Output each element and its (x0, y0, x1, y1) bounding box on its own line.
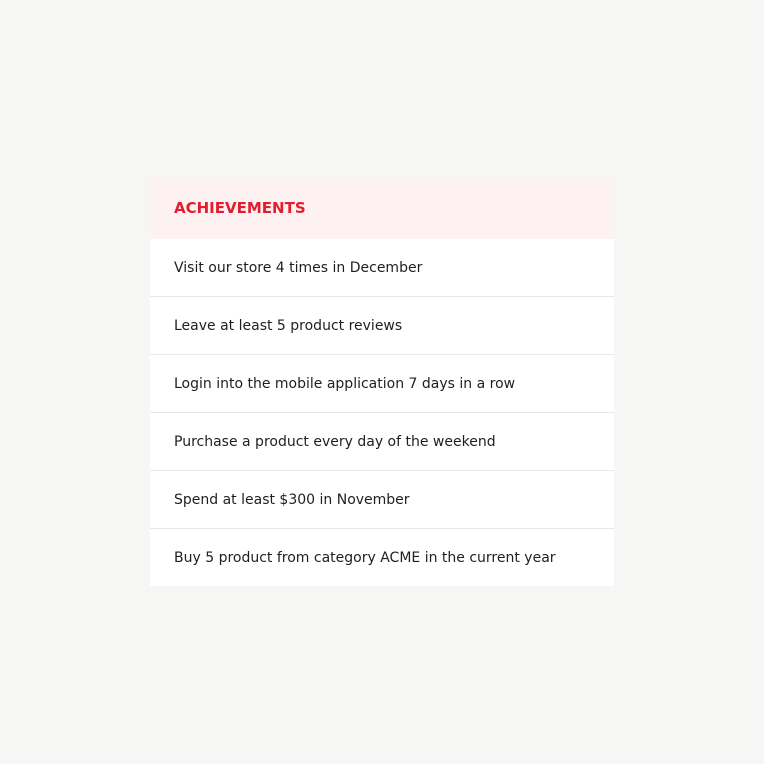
achievements-list (150, 239, 614, 586)
achievements-header (150, 177, 614, 239)
achievements-title: ACHIEVEMENTS (174, 198, 306, 217)
achievement-item: Buy 5 product from category ACME in the current year (150, 528, 614, 586)
achievement-item: Login into the mobile application 7 days in a row (150, 354, 614, 412)
achievement-item: Spend at least $300 in November (150, 470, 614, 528)
achievements-card (150, 177, 614, 586)
achievement-item: Purchase a product every day of the weekend (150, 412, 614, 470)
achievement-item: Visit our store 4 times in December (150, 239, 614, 296)
achievement-item: Leave at least 5 product reviews (150, 296, 614, 354)
